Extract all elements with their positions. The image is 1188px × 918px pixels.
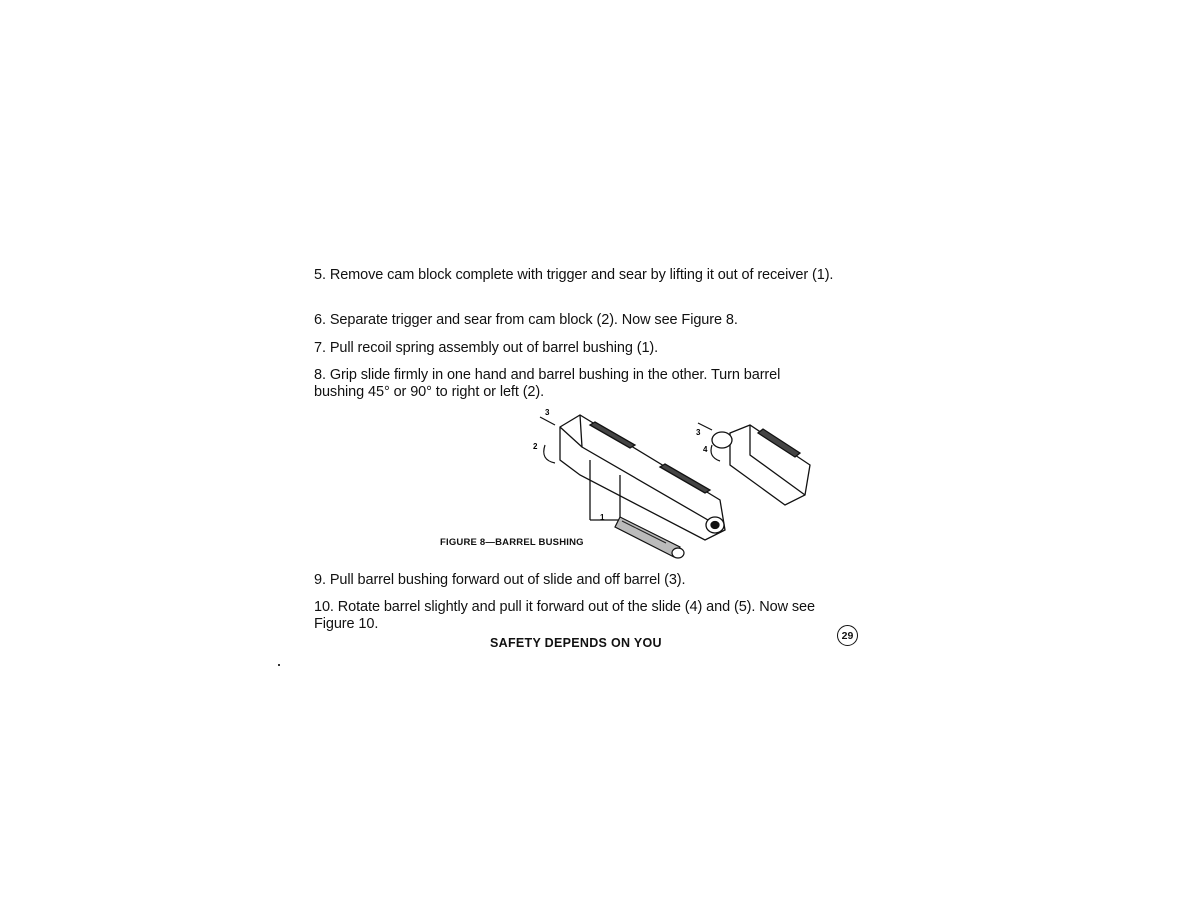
page-footer: SAFETY DEPENDS ON YOU [490, 636, 662, 650]
callout-3-right: 3 [696, 428, 701, 437]
figure-caption: FIGURE 8—BARREL BUSHING [440, 537, 584, 548]
scan-speck [278, 664, 280, 666]
callout-4: 4 [703, 445, 708, 454]
page-number-badge: 29 [837, 625, 858, 646]
step-5: 5. Remove cam block complete with trigger and sear by lifting it out of receiver (1). [314, 267, 834, 283]
barrel-drawing [712, 425, 810, 505]
step-6: 6. Separate trigger and sear from cam block (2). Now see Figure 8. [314, 312, 738, 328]
callout-2: 2 [533, 442, 538, 451]
callout-3: 3 [545, 408, 550, 417]
arrow-icon [540, 417, 555, 425]
step-10: 10. Rotate barrel slightly and pull it forward out of the slide (4) and (5). Now see Figure 10. [314, 599, 815, 632]
callout-1: 1 [600, 513, 605, 522]
step-9: 9. Pull barrel bushing forward out of slide and off barrel (3). [314, 572, 686, 588]
rotation-arrow-icon [544, 445, 555, 463]
step-8: 8. Grip slide firmly in one hand and barrel bushing in the other. Turn barrel bushing 45° or 90° to right or left (2). [314, 367, 781, 400]
step-7: 7. Pull recoil spring assembly out of barrel bushing (1). [314, 340, 659, 356]
